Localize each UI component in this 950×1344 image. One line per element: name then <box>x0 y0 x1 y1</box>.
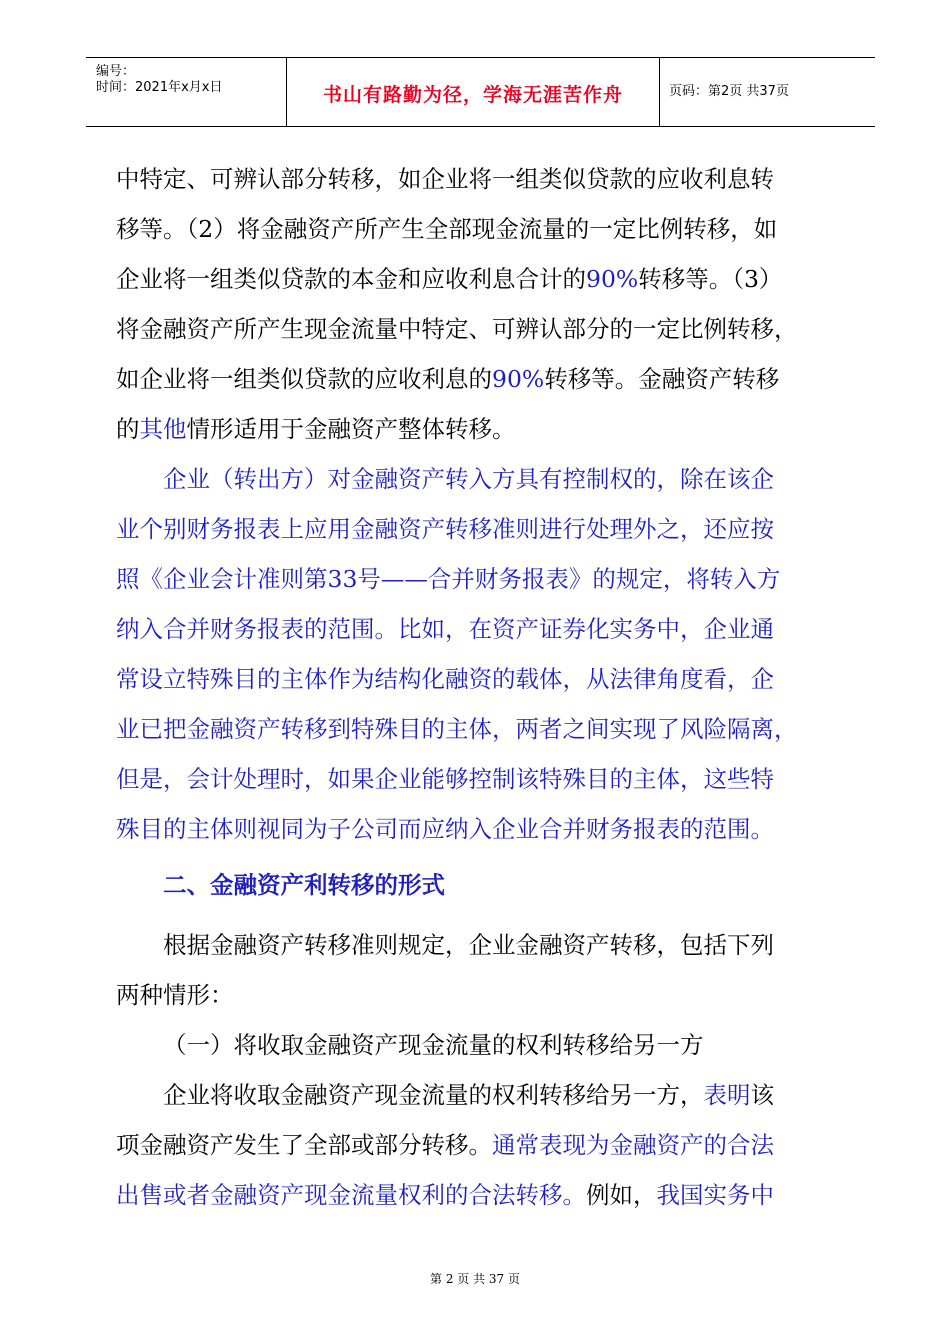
text-line <box>116 362 850 396</box>
text-line <box>116 978 850 1012</box>
text-segment: 其他 <box>139 415 187 443</box>
text-segment: 转移等。金融资产转移 <box>544 365 780 393</box>
text-segment: 但是，会计处理时，如果企业能够控制该特殊目的主体，这些特 <box>116 765 774 793</box>
text-segment: 出售或者金融资产现金流量权利的合法转移。 <box>116 1181 586 1209</box>
text-segment: 该 <box>750 1081 774 1109</box>
text-segment: 90% <box>492 365 545 393</box>
text-line <box>163 462 850 496</box>
text-segment: 情形适用于金融资产整体转移。 <box>186 415 516 443</box>
text-segment: 转移等。（3） <box>638 265 783 293</box>
text-segment: 通常表现为金融资产的合法 <box>492 1131 774 1159</box>
text-segment: 企业（转出方）对金融资产转入方具有控制权的，除在该企 <box>163 465 774 493</box>
text-segment: （一）将收取金融资产现金流量的权利转移给另一方 <box>163 1031 704 1059</box>
text-line <box>116 1178 850 1212</box>
text-segment: 殊目的主体则视同为子公司而应纳入企业合并财务报表的范围。 <box>116 815 774 843</box>
text-segment: 90% <box>586 265 639 293</box>
page-footer: 第 2 页 共 37 页 <box>430 1272 520 1286</box>
header-motto: 书山有路勤为径，学海无涯苦作舟 <box>322 84 623 106</box>
text-segment: 如企业将一组类似贷款的应收利息的 <box>116 365 492 393</box>
text-segment: 业已把金融资产转移到特殊目的主体，两者之间实现了风险隔离， <box>116 715 798 743</box>
page-header <box>86 57 875 127</box>
text-segment: 企业将收取金融资产现金流量的权利转移给另一方， <box>163 1081 704 1109</box>
text-segment: 将金融资产所产生现金流量中特定、可辨认部分的一定比例转移， <box>116 315 798 343</box>
text-segment: 根据金融资产转移准则规定，企业金融资产转移，包括下列 <box>163 931 774 959</box>
text-line <box>116 312 850 346</box>
text-segment: 例如， <box>586 1181 657 1209</box>
text-line <box>116 762 850 796</box>
text-segment: 的 <box>116 415 140 443</box>
text-line <box>163 1028 850 1062</box>
text-line <box>116 562 850 596</box>
document-number-label: 编号： <box>96 64 136 79</box>
text-line <box>163 928 850 962</box>
text-segment: 纳入合并财务报表的范围。比如，在资产证券化实务中，企业通 <box>116 615 774 643</box>
text-line <box>116 512 850 546</box>
text-segment: 业个别财务报表上应用金融资产转移准则进行处理外之，还应按 <box>116 515 774 543</box>
text-segment: 我国实务中 <box>656 1181 774 1209</box>
header-page-cell <box>659 58 875 126</box>
text-segment: 两种情形： <box>116 981 234 1009</box>
section-heading <box>163 868 850 902</box>
text-segment: 企业将一组类似贷款的本金和应收利息合计的 <box>116 265 586 293</box>
text-segment: 表明 <box>703 1081 751 1109</box>
text-line <box>116 212 850 246</box>
text-line <box>116 1128 850 1162</box>
text-line <box>116 262 850 296</box>
header-meta-cell <box>86 58 286 126</box>
text-line <box>116 162 850 196</box>
text-line <box>116 612 850 646</box>
text-line <box>116 412 850 446</box>
text-line <box>163 1078 850 1112</box>
header-motto-cell <box>286 58 660 126</box>
text-segment: 项金融资产发生了全部或部分转移。 <box>116 1131 492 1159</box>
text-segment: 二、金融资产利转移的形式 <box>163 871 445 899</box>
text-segment: 照《企业会计准则第33号——合并财务报表》的规定，将转入方 <box>116 565 781 593</box>
text-line <box>116 712 850 746</box>
header-page-info: 页码：第2页 共37页 <box>669 84 789 99</box>
text-line <box>116 662 850 696</box>
text-segment: 中特定、可辨认部分转移，如企业将一组类似贷款的应收利息转 <box>116 165 774 193</box>
text-line <box>116 812 850 846</box>
document-time-label: 时间：2021年x月x日 <box>96 80 223 95</box>
text-segment: 常设立特殊目的主体作为结构化融资的载体，从法律角度看，企 <box>116 665 774 693</box>
text-segment: 移等。（2）将金融资产所产生全部现金流量的一定比例转移，如 <box>116 215 778 243</box>
